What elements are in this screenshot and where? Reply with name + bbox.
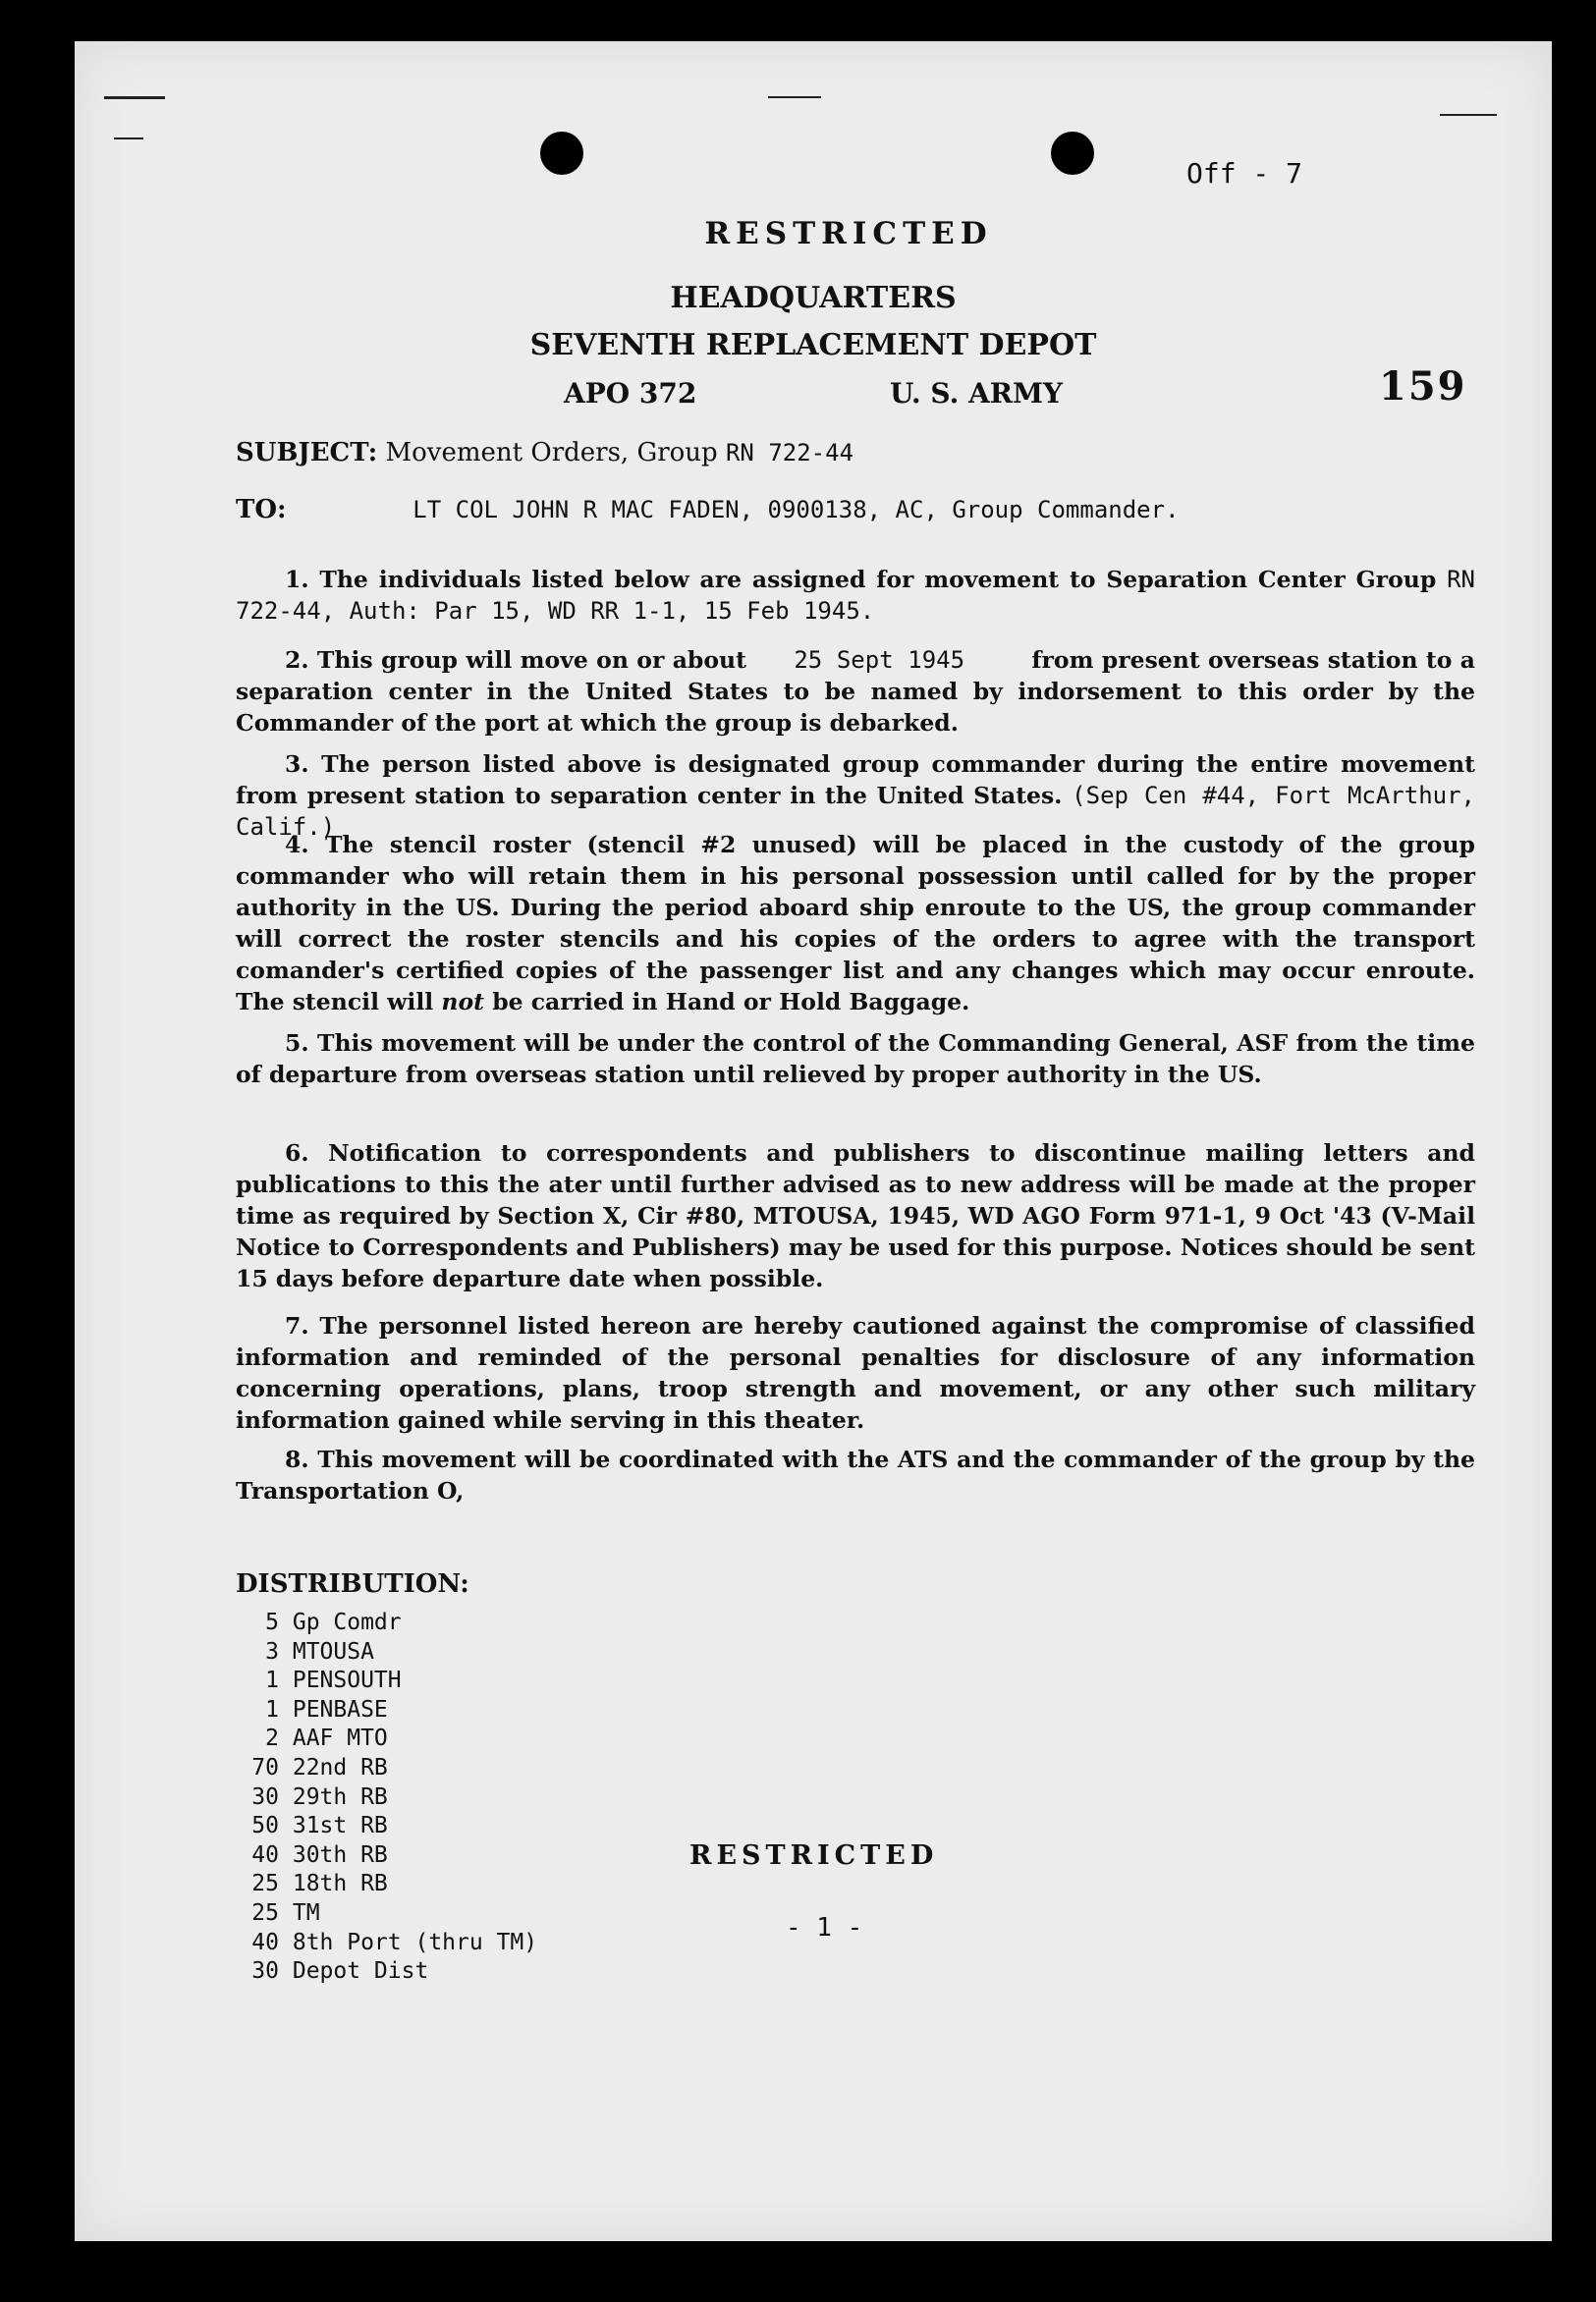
distribution-row xyxy=(236,1783,537,1813)
headquarters-title: HEADQUARTERS xyxy=(670,281,957,315)
distribution-row xyxy=(236,1841,537,1871)
subject-text: Movement Orders, Group xyxy=(385,438,718,467)
margin-mark xyxy=(768,96,821,98)
paragraph-2 xyxy=(236,644,1475,739)
distribution-recipient: 22nd RB xyxy=(279,1754,388,1781)
subject-group: RN 722-44 xyxy=(725,439,854,466)
paragraph-1 xyxy=(236,564,1475,627)
distribution-recipient: PENSOUTH xyxy=(279,1668,402,1694)
to-line xyxy=(236,495,1180,524)
distribution-row xyxy=(236,1812,537,1841)
office-code: Off - 7 xyxy=(1186,157,1303,190)
paragraph-8-text: 8. This movement will be coordinated with the ATS and the commander of the group by the Transportation O, xyxy=(236,1446,1475,1505)
paragraph-1-authority: RN 722-44, Auth: Par 15, WD RR 1-1, 15 Feb 1945. xyxy=(236,566,1475,625)
distribution-qty: 50 xyxy=(251,1813,279,1839)
subject-line xyxy=(236,438,853,467)
punch-hole xyxy=(1051,132,1094,175)
paragraph-3-text: 3. The person listed above is designated group commander during the entire movement from present station to separation center in the United States. xyxy=(236,750,1475,809)
punch-hole xyxy=(540,132,583,175)
distribution-row xyxy=(236,1696,537,1726)
paragraph-4-text: 4. The stencil roster (stencil #2 unused) will be placed in the custody of the group commander who will retain them in his personal possession until called for by the proper authority in the US. During the period aboard ship enroute to the US, the group commander will correct the roster stencils and his copies of the orders to agree with the transport comander's certified copies of the passenger list and any changes which may occur enroute. The stencil will xyxy=(236,831,1475,1015)
paragraph-4-text-cont: be carried in Hand or Hold Baggage. xyxy=(492,988,970,1015)
distribution-qty: 30 xyxy=(251,1958,279,1985)
paragraph-7-text: 7. The personnel listed hereon are hereby cautioned against the compromise of classified information and reminded of the personal penalties for disclosure of any information concerning operations, plans, troop strength and movement, or any other such military information gained while serving in this theater. xyxy=(236,1312,1475,1434)
distribution-list xyxy=(236,1609,537,1987)
distribution-recipient: PENBASE xyxy=(279,1696,388,1723)
distribution-row xyxy=(236,1929,537,1958)
subject-label: SUBJECT: xyxy=(236,438,378,467)
distribution-qty: 3 xyxy=(265,1638,279,1665)
classification-header: RESTRICTED xyxy=(704,216,993,251)
distribution-recipient: 31st RB xyxy=(279,1813,388,1839)
paragraph-2-text: 2. This group will move on or about xyxy=(285,646,746,674)
to-text: LT COL JOHN R MAC FADEN, 0900138, AC, Group Commander. xyxy=(413,496,1180,523)
separation-center: (Sep Cen #44, Fort McArthur, Calif.) xyxy=(236,782,1475,841)
distribution-qty: 25 xyxy=(251,1871,279,1897)
distribution-row xyxy=(236,1957,537,1987)
paragraph-5 xyxy=(236,1027,1475,1090)
army-label: U. S. ARMY xyxy=(890,377,1064,410)
margin-mark xyxy=(114,137,143,139)
paragraph-8 xyxy=(236,1444,1475,1507)
distribution-qty: 2 xyxy=(265,1726,279,1752)
margin-mark xyxy=(1440,114,1497,116)
distribution-qty: 1 xyxy=(265,1696,279,1723)
distribution-qty: 5 xyxy=(265,1610,279,1635)
distribution-row xyxy=(236,1725,537,1754)
to-label: TO: xyxy=(236,495,287,524)
paragraph-1-text: 1. The individuals listed below are assigned for movement to Separation Center Group xyxy=(285,566,1437,593)
page-stamp-number: 159 xyxy=(1379,363,1467,410)
distribution-recipient: 29th RB xyxy=(279,1783,388,1810)
classification-footer: RESTRICTED xyxy=(689,1840,939,1871)
distribution-row xyxy=(236,1638,537,1668)
distribution-row xyxy=(236,1609,537,1638)
paragraph-7 xyxy=(236,1310,1475,1436)
margin-mark xyxy=(104,96,165,99)
paragraph-6 xyxy=(236,1137,1475,1294)
apo-number: APO 372 xyxy=(564,377,697,410)
paragraph-5-text: 5. This movement will be under the control of the Commanding General, ASF from the time of departure from overseas station until relieved by proper authority in the US. xyxy=(236,1029,1475,1088)
paragraph-4-emphasis: not xyxy=(441,988,484,1015)
page-number: - 1 - xyxy=(786,1913,863,1943)
distribution-recipient: TM xyxy=(279,1899,320,1926)
distribution-row xyxy=(236,1899,537,1929)
unit-name: SEVENTH REPLACEMENT DEPOT xyxy=(529,328,1097,362)
paragraph-4 xyxy=(236,829,1475,1017)
paragraph-2-text-cont: from present overseas station to a separation center in the United States to be named by indorsement to this order by the Commander of the port at which the group is debarked. xyxy=(236,646,1476,737)
distribution-qty: 1 xyxy=(265,1668,279,1694)
distribution-qty: 70 xyxy=(251,1754,279,1781)
distribution-qty: 25 xyxy=(251,1899,279,1926)
distribution-recipient: 18th RB xyxy=(279,1871,388,1897)
distribution-title: DISTRIBUTION: xyxy=(236,1569,469,1599)
distribution-recipient: Depot Dist xyxy=(279,1958,429,1985)
document-page xyxy=(75,41,1552,2241)
distribution-qty: 40 xyxy=(251,1929,279,1955)
distribution-recipient: MTOUSA xyxy=(279,1638,374,1665)
distribution-recipient: 8th Port (thru TM) xyxy=(279,1929,538,1955)
distribution-qty: 30 xyxy=(251,1783,279,1810)
distribution-row xyxy=(236,1870,537,1899)
distribution-recipient: AAF MTO xyxy=(279,1726,388,1752)
distribution-qty: 40 xyxy=(251,1841,279,1868)
paragraph-6-text: 6. Notification to correspondents and publishers to discontinue mailing letters and publications to this the ater until further advised as to new address will be made at the proper time as required by Section X, Cir #80, MTOUSA, 1945, WD AGO Form 971-1, 9 Oct '43 (V-Mail Notice to Correspondents and Publishers) may be used for this purpose. Notices should be sent 15 days before departure date when possible. xyxy=(236,1139,1475,1292)
movement-date: 25 Sept 1945 xyxy=(794,646,965,674)
distribution-row xyxy=(236,1667,537,1696)
distribution-recipient: 30th RB xyxy=(279,1841,388,1868)
distribution-recipient: Gp Comdr xyxy=(279,1610,402,1635)
distribution-row xyxy=(236,1754,537,1783)
